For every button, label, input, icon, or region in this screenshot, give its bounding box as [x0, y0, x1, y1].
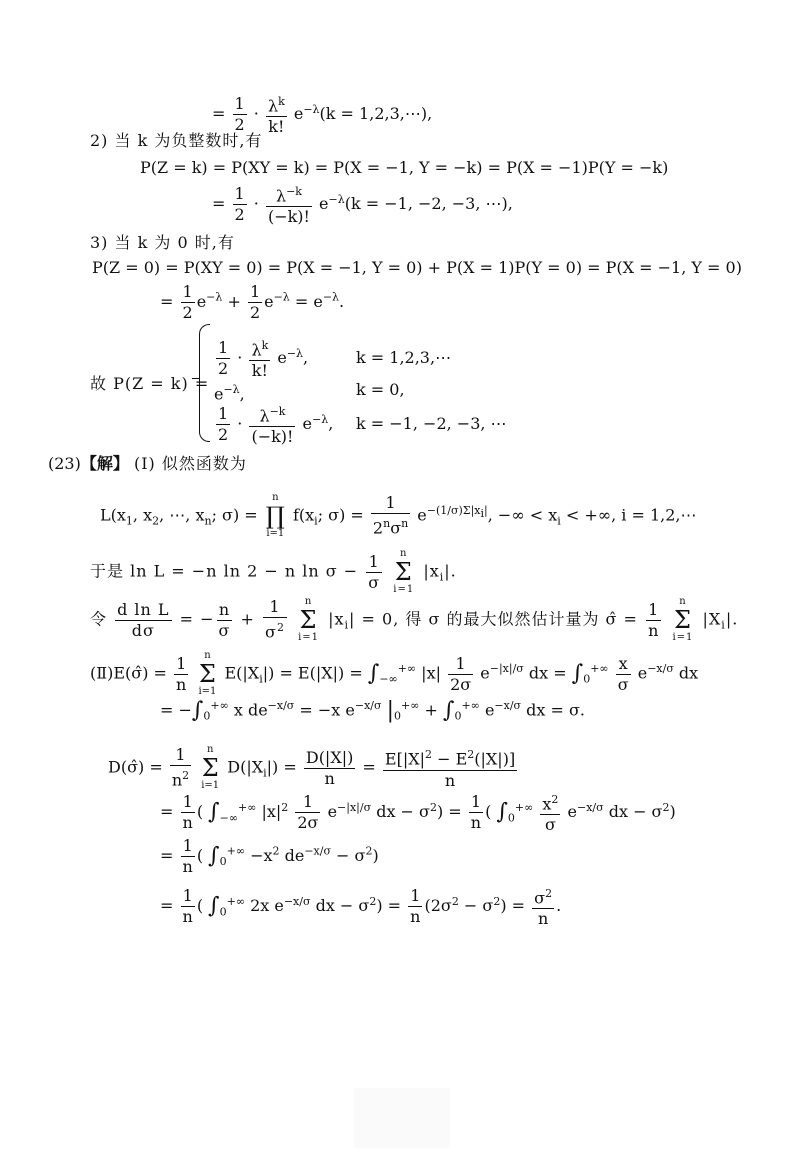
case3-heading: 3) 当 k 为 0 时,有 [90, 233, 235, 252]
problem-number: (23) [48, 454, 81, 473]
derivative-eq: 令 $\frac{\text{d ln L}}{d\sigma}$ = − $\frac{n}{\sigma}$ + $\frac{1}{\sigma^2}$ n Σ i=1 $|x_i| = 0$, 得 σ 的最大似然估计量为 σ̂ = $\frac{1}{n}$ n Σ i=1 $|X_i|$. [90, 596, 739, 643]
problem-23-header [48, 454, 247, 474]
case-row-1: $\frac{1}{2}$ · $\frac{\lambda^k}{k!}$ $e^{-\lambda}$, [214, 336, 308, 381]
case2-line1: P(Z = k) = P(XY = k) = P(X = −1, Y = −k) = P(X = −1)P(Y = −k) [140, 158, 669, 177]
part-1-intro: (Ⅰ) 似然函数为 [133, 454, 247, 473]
piecewise-brace-tip [192, 378, 200, 379]
case-row-2: $e^{-\lambda}$, [214, 383, 245, 404]
expectation-line-2: = $-\int_0^{+\infty}$ x $de^{-x/\sigma} = -x$ $e^{-x/\sigma}$ $|_0^{+\infty} + \int_0^{+\infty}$ $e^{-x/\sigma}$ dx = σ. [160, 697, 585, 723]
variance-line-3: = $\frac{1}{n}$ ( $\int_0^{+\infty} -x^2$ $de^{-x/\sigma} - \sigma^2$) [160, 836, 379, 876]
case2-line2: = $\frac{1}{2}$ · $\frac{\lambda^{-k}}{(-k)!}$ $e^{-\lambda}(k = -1$, −2, −3, ⋯), [212, 182, 513, 227]
likelihood-formula: $L(x_1$, $x_2$, ⋯, $x_n$; σ) = n ∏ i=1 $f(x_i$; σ) = $\frac{1}{2^n\sigma^n}$ $e^{-(1/\sigma)\Sigma|x_i|}$, −∞ < $x_i$ < +∞, i = 1,2,⋯ [100, 492, 697, 539]
conclusion-label: 故 P(Z = k) = [90, 374, 210, 393]
expectation-line-1: (Ⅱ)E(σ̂) = $\frac{1}{n}$ n Σ i=1 $E(|X_i|) = E(|X|) = \int_{-\infty}^{+\infty}$ |x| $\frac{1}{2\sigma}$ $e^{-|x|/\sigma}$ dx = $\int_0^{+\infty}$ $\frac{x}{\sigma}$ $e^{-x/\sigma}$ dx [90, 650, 699, 697]
variance-line-4: = $\frac{1}{n}$ ( $\int_0^{+\infty}$ 2x $e^{-x/\sigma}$ dx − $\sigma^2$) = $\frac{1}{n}$ $(2\sigma^2 - \sigma^2)$ = $\frac{\sigma^2}{n}$ . [160, 884, 561, 929]
variance-line-2: = $\frac{1}{n}$ ( $\int_{-\infty}^{+\infty}$ $|x|^2$ $\frac{1}{2\sigma}$ $e^{-|x|/\sigma}$ dx − $\sigma^2$) = $\frac{1}{n}$ ( $\int_0^{+\infty}$ $\frac{x^2}{\sigma}$ $e^{-x/\sigma}$ dx − $\sigma^2$) [160, 790, 676, 835]
formula-line-1: = $\frac{1}{2}$ · $\frac{\lambda^k}{k!}$ $e^{-\lambda}(k$ = 1,2,3,⋯), [212, 92, 432, 137]
log-likelihood: 于是 ln L = −n ln 2 − n ln σ − $\frac{1}{\sigma}$ n Σ i=1 $|x_i|$. [90, 548, 457, 595]
case2-heading: 2) 当 k 为负整数时,有 [90, 131, 263, 150]
case-cond-1: k = 1,2,3,⋯ [356, 348, 452, 367]
case3-line1: P(Z = 0) = P(XY = 0) = P(X = −1, Y = 0) + P(X = 1)P(Y = 0) = P(X = −1, Y = 0) [92, 258, 742, 277]
case-row-3: $\frac{1}{2}$ · $\frac{\lambda^{-k}}{(-k)!}$ $e^{-\lambda}$, [214, 402, 333, 447]
solution-tag: 【解】 [80, 454, 129, 473]
case-cond-2: k = 0, [356, 380, 405, 399]
variance-line-1: D(σ̂) = $\frac{1}{n^2}$ n Σ i=1 $D(|X_i|)$ = $\frac{D(|X|)}{n}$ = $\frac{E[|X|^2 - E^2(|X|)]}{n}$ [108, 744, 516, 791]
piecewise-brace [199, 324, 210, 442]
case3-line2: = $\frac{1}{2}$ $e^{-\lambda}$ + $\frac{1}{2}$ $e^{-\lambda} = e^{-\lambda}$. [160, 282, 345, 322]
case-cond-3: k = −1, −2, −3, ⋯ [356, 414, 507, 433]
page-smudge [354, 1088, 450, 1148]
